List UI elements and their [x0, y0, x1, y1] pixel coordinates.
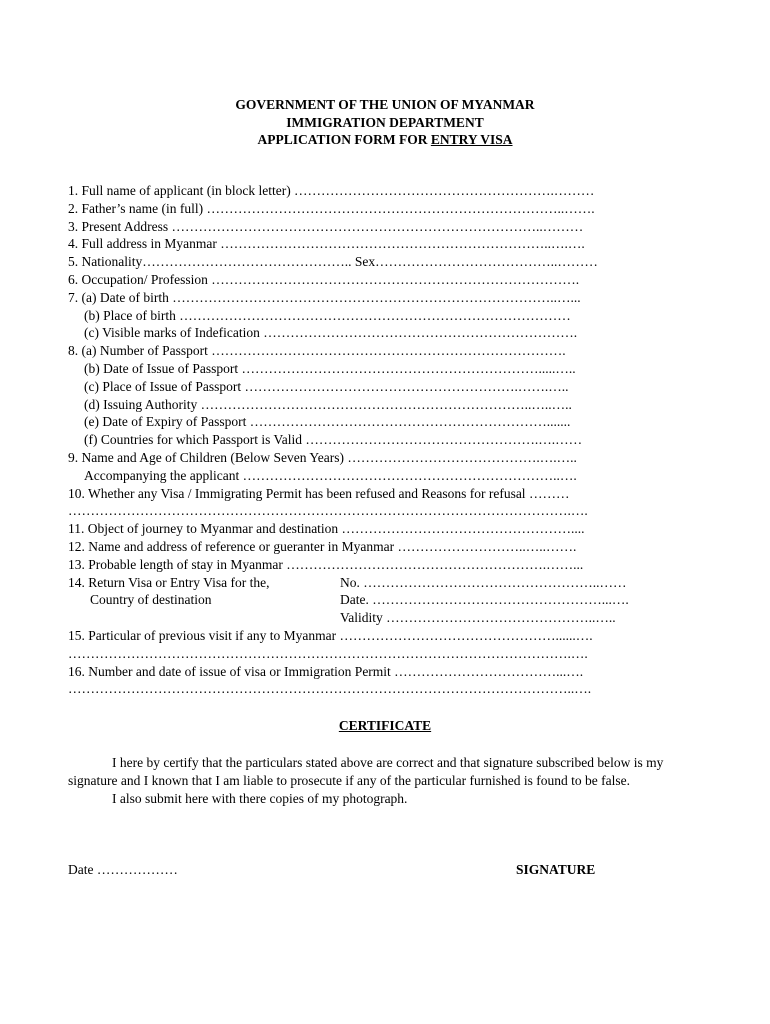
field-previous-visit[interactable]: 15. Particular of previous visit if any to Myanmar …………………………………………......…. [68, 627, 593, 643]
government-heading: GOVERNMENT OF THE UNION OF MYANMAR [235, 97, 535, 112]
field-present-address[interactable]: 3. Present Address ………………………………………………………………………..……… [68, 218, 584, 234]
application-fields [68, 182, 643, 698]
date-field[interactable]: Date ……………… [68, 862, 178, 877]
field-passport-countries[interactable]: (f) Countries for which Passport is Valid …………………………………………….….…… [84, 432, 583, 448]
field-place-of-birth[interactable]: (b) Place of birth …………………………………………………………………………… [84, 307, 571, 323]
field-children[interactable]: 9. Name and Age of Children (Below Seven Years) …………………………………….….….. [68, 449, 577, 465]
form-header [0, 96, 770, 149]
field-nationality-sex[interactable]: 5. Nationality……………………………………….. Sex…………………………………..……… [68, 254, 598, 270]
field-visa-refused-continued[interactable]: ………………………………………………………………………………………………….…. [68, 503, 588, 519]
destination-country-label: Country of destination [90, 592, 212, 608]
field-date-of-birth[interactable]: 7. (a) Date of birth …………………………………………………………………………..…... [68, 289, 581, 305]
field-passport-issue-place[interactable]: (c) Place of Issue of Passport …………………………………………………….…….….. [84, 378, 569, 394]
field-visa-refused[interactable]: 10. Whether any Visa / Immigrating Permit has been refused and Reasons for refusal ……… [68, 485, 570, 501]
field-children-accompanying[interactable]: Accompanying the applicant ……………………………………………………………..…. [84, 467, 577, 483]
field-reference-guarantor[interactable]: 12. Name and address of reference or gueranter in Myanmar ………………………..…..……. [68, 538, 577, 554]
certificate-title: CERTIFICATE [338, 718, 432, 733]
field-passport-expiry[interactable]: (e) Date of Expiry of Passport …………………………………………………………....... [84, 414, 571, 430]
field-visa-issue[interactable]: 16. Number and date of issue of visa or Immigration Permit ………………………………...…. [68, 663, 584, 679]
field-full-name[interactable]: 1. Full name of applicant (in block letter) ………………………………………………….……… [68, 183, 595, 198]
field-passport-issue-date[interactable]: (b) Date of Issue of Passport ………………………………………………………….....….. [84, 360, 576, 376]
field-return-visa-row [68, 574, 643, 592]
field-myanmar-address[interactable]: 4. Full address in Myanmar ………………………………………………………………..….…. [68, 236, 585, 252]
field-length-of-stay[interactable]: 13. Probable length of stay in Myanmar ………………………………………………….……... [68, 556, 584, 572]
form-title-prefix: APPLICATION FORM FOR [257, 132, 431, 147]
field-passport-number[interactable]: 8. (a) Number of Passport ……………………………………………………………………. [68, 343, 566, 359]
field-fathers-name[interactable]: 2. Father’s name (in full) ……………………………………………………………………..……. [68, 200, 595, 216]
field-issuing-authority[interactable]: (d) Issuing Authority ………………………………………………………………..…..….. [84, 396, 572, 412]
form-title [0, 131, 770, 149]
field-journey-object[interactable]: 11. Object of journey to Myanmar and destination …………………………………………….... [68, 521, 585, 537]
form-title-underlined: ENTRY VISA [430, 132, 513, 147]
field-validity-row [68, 609, 643, 627]
certificate-declaration: I here by certify that the particulars stated above are correct and that signature subscribed below is my signature and I known that I am liable to prosecute if any of the particular furnished is found to be false. [68, 755, 664, 788]
field-destination-row [68, 591, 643, 609]
return-visa-label: 14. Return Visa or Entry Visa for the, [68, 574, 270, 590]
certificate-body [68, 754, 668, 807]
field-visa-issue-continued[interactable]: …………………………………………………………………………………………………..…. [68, 681, 592, 697]
field-visible-marks[interactable]: (c) Visible marks of Indefication ……………………………………………………………. [84, 325, 578, 341]
certificate-photographs: I also submit here with there copies of my photograph. [112, 790, 408, 806]
department-heading: IMMIGRATION DEPARTMENT [286, 114, 484, 130]
field-return-visa-number[interactable]: No. ……………………………………………..…… [340, 574, 627, 590]
signature-label: SIGNATURE [516, 862, 596, 877]
field-previous-visit-continued[interactable]: ………………………………………………………………………………………………….…. [68, 645, 588, 661]
field-return-visa-validity[interactable]: Validity ………………………………………..….. [340, 610, 616, 626]
field-return-visa-date[interactable]: Date. ……………………………………………...…. [340, 592, 629, 608]
field-occupation[interactable]: 6. Occupation/ Profession ………………………………………………………………………. [68, 271, 580, 287]
